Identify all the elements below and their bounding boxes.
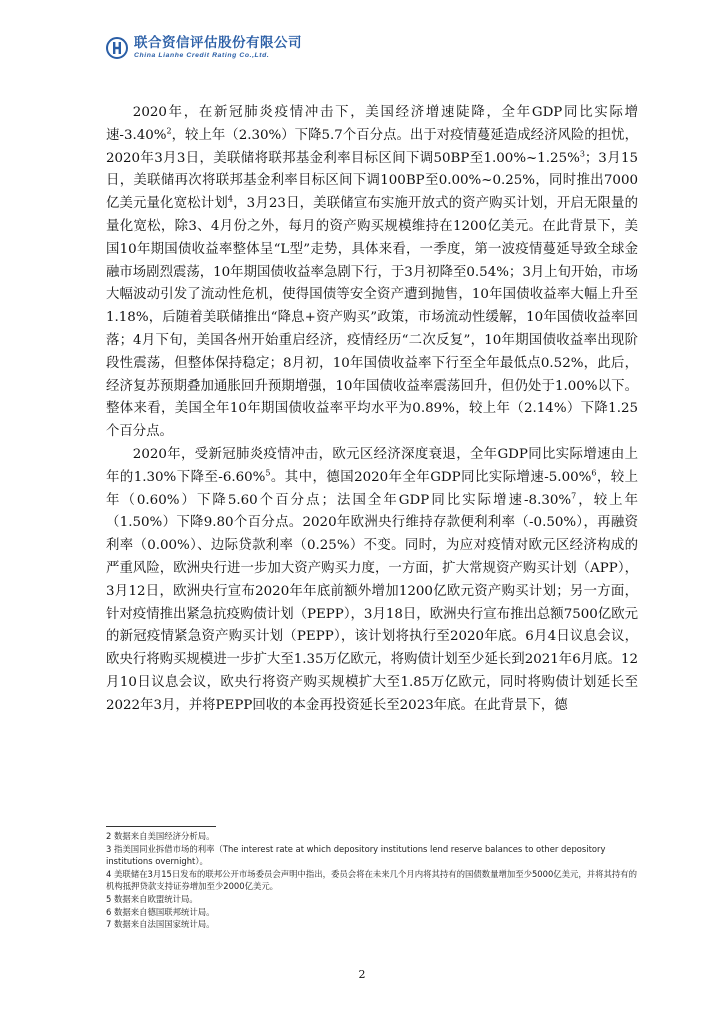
company-name bbox=[134, 36, 302, 60]
footnote-ref: 5 bbox=[265, 468, 271, 478]
footnote-item: 3 指美国同业拆借市场的利率（The interest rate at which depository institutions lend reserve balances to other depository institutions overnight）。 bbox=[106, 843, 606, 867]
text-segment: 。其中，德国2020年全年GDP同比实际增速-5.00% bbox=[270, 469, 592, 485]
footnote-item: 7 数据来自法国国家统计局。 bbox=[106, 919, 215, 930]
page-number: 2 bbox=[358, 968, 366, 981]
lianhe-logo-icon bbox=[106, 37, 128, 59]
company-name-en: China Lianhe Credit Rating Co.,Ltd. bbox=[134, 52, 270, 59]
footnote-item: 6 数据来自德国联邦统计局。 bbox=[106, 906, 215, 917]
footnote-ref: 2 bbox=[166, 126, 172, 136]
company-header bbox=[106, 36, 302, 60]
paragraph-eurozone-economy bbox=[106, 444, 638, 718]
text-segment: ；3月15日，美联储再次将联邦基金利率目标区间下调100BP至0.00%~0.25%，同时推出7000亿美元量化宽松计划 bbox=[106, 150, 638, 212]
footnote-ref: 4 bbox=[227, 194, 233, 204]
footnote-ref: 6 bbox=[591, 468, 597, 478]
body-text bbox=[106, 102, 638, 718]
footnote-item: 4 美联储在3月15日发布的联邦公开市场委员会声明中指出，委员会将在未来几个月内将其持有的国债数量增加至少5000亿美元，并将其持有的机构抵押贷款支持证券增加至少2000亿美元。 bbox=[106, 868, 638, 892]
footnote-ref: 3 bbox=[579, 149, 585, 159]
text-segment: 2020年，受新冠肺炎疫情冲击，欧元区经济深度衰退，全年GDP同比实际增速由上年的1.30%下降至-6.60% bbox=[106, 446, 638, 485]
text-segment: ，较上年（0.60%）下降5.60个百分点；法国全年GDP同比实际增速-8.30% bbox=[106, 469, 638, 508]
text-segment: 2020年，在新冠肺炎疫情冲击下，美国经济增速陡降，全年GDP同比实际增速-3.40% bbox=[106, 105, 638, 143]
footnote-item: 2 数据来自美国经济分析局。 bbox=[106, 831, 215, 841]
footnote-divider bbox=[106, 826, 216, 827]
paragraph-us-economy bbox=[106, 102, 638, 444]
text-segment: ，3月23日，美联储宣布实施开放式的资产购买计划，开启无限量的量化宽松，除3、4月份之外，每月的资产购买规模维持在1200亿美元。在此背景下，美国10年期国债收益率整体呈“L型”走势，具体来看，一季度，第一波疫情蔓延导致全球金融市场剧烈震荡，10年期国债收益率急剧下行，于3月初降至0.54%；3月上旬开始，市场大幅波动引发了流动性危机，使得国债等安全资产遭到抛售，10年国债收益率大幅上升至1.18%，后随着美联储推出“降息+资产购买”政策，市场流动性缓解，10年国债收益率回落；4月下旬，美国各州开始重启经济，疫情经历“二次反复”，10年期国债收益率出现阶段性震荡，但整体保持稳定；8月初，10年国债收益率下行至全年最低点0.52%，此后，经济复苏预期叠加通胀回升预期增强，10年国债收益率震荡回升，但仍处于1.00%以下。整体来看，美国全年10年期国债收益率平均水平为0.89%，较上年（2.14%）下降1.25个百分点。 bbox=[106, 196, 638, 440]
footnote-item: 5 数据来自欧盟统计局。 bbox=[106, 893, 198, 904]
company-name-cn: 联合资信评估股份有限公司 bbox=[134, 35, 302, 51]
text-segment: ，较上年（2.30%）下降5.7个百分点。出于对疫情蔓延造成经济风险的担忧，2020年3月3日，美联储将联邦基金利率目标区间下调50BP至1.00%~1.25% bbox=[106, 127, 638, 166]
footnotes bbox=[106, 830, 638, 931]
text-segment: ，较上年（1.50%）下降9.80个百分点。2020年欧洲央行维持存款便利利率（-0.50%），再融资利率（0.00%）、边际贷款利率（0.25%）不变。同时，为应对疫情对欧元区经济构成的严重风险，欧洲央行进一步加大资产购买力度，一方面，扩大常规资产购买计划（APP），3月12日，欧洲央行宣布2020年年底前额外增加1200亿欧元资产购买计划；另一方面，针对疫情推出紧急抗疫购债计划（PEPP），3月18日，欧洲央行宣布推出总额7500亿欧元的新冠疫情紧急资产购买计划（PEPP），该计划将执行至2020年底。6月4日议息会议，欧央行将购买规模进一步扩大至1.35万亿欧元，将购债计划至少延长到2021年6月底。12月10日议息会议，欧央行将资产购买规模扩大至1.85万亿欧元，同时将购债计划延长至2022年3月，并将PEPP回收的本金再投资延长至2023年底。在此背景下，德 bbox=[106, 492, 639, 713]
footnote-ref: 7 bbox=[571, 491, 577, 501]
